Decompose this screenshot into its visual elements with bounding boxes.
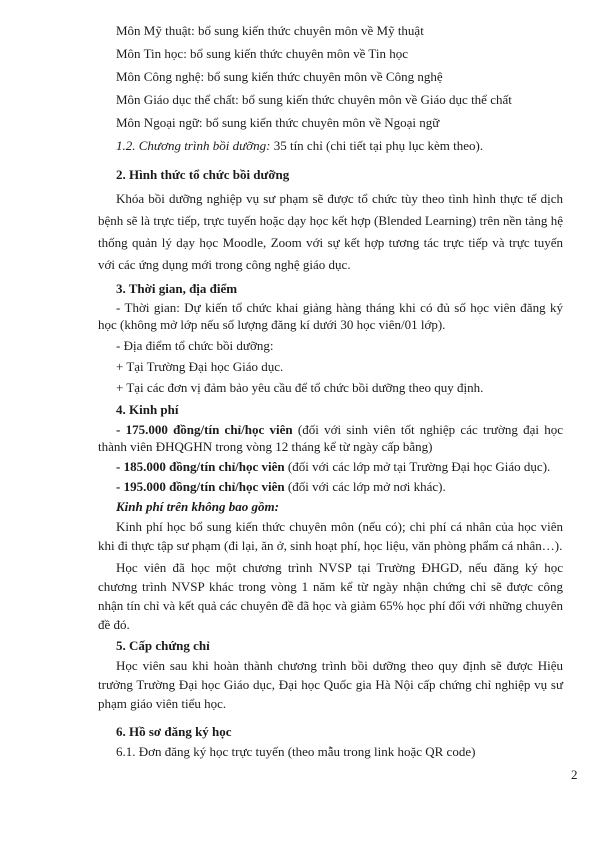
section-5-body: Học viên sau khi hoàn thành chương trình bồi dưỡng theo quy định sẽ được Hiệu trưởng Trường Đại học Giáo dục, Đại học Quốc gia Hà Nội cấp chứng chỉ nghiệp vụ sư phạm giáo viên tiểu học. — [98, 658, 563, 711]
section-6-item-1: 6.1. Đơn đăng ký học trực tuyến (theo mẫu trong link hoặc QR code) — [116, 744, 476, 759]
section-3-time: - Thời gian: Dự kiến tổ chức khai giảng hàng tháng khi có đủ số học viên đăng ký học (không mở lớp nếu số lượng đăng kí dưới 30 học viên/01 lớp). — [98, 300, 563, 332]
subject-line-foreign-language: Môn Ngoại ngữ: bổ sung kiến thức chuyên môn về Ngoại ngữ — [116, 115, 440, 130]
section-3-place-label: - Địa điểm tổ chức bồi dưỡng: — [116, 338, 274, 353]
section-4-heading: 4. Kinh phí — [116, 402, 179, 417]
fee-2-note: (đối với các lớp mở tại Trường Đại học Giáo dục). — [284, 459, 551, 474]
section-3-place-1: + Tại Trường Đại học Giáo dục. — [116, 359, 284, 374]
exclusion-text: Kinh phí học bổ sung kiến thức chuyên môn (nếu có); chi phí cá nhân của học viên khi đi thực tập sư phạm (đi lại, ăn ở, sinh hoạt phí, học liệu, văn phòng phẩm cá nhân…). — [98, 519, 563, 553]
fee-3-amount: - 195.000 đồng/tín chỉ/học viên — [116, 479, 285, 494]
fee-3-note: (đối với các lớp mở nơi khác). — [284, 479, 446, 494]
section-3-heading: 3. Thời gian, địa điểm — [116, 281, 238, 296]
fee-2-amount: - 185.000 đồng/tín chỉ/học viên — [116, 459, 285, 474]
section-2-heading: 2. Hình thức tổ chức bồi dưỡng — [116, 167, 290, 182]
program-label: 1.2. Chương trình bồi dưỡng: — [116, 138, 271, 153]
section-2-body: Khóa bồi dưỡng nghiệp vụ sư phạm sẽ được tổ chức tùy theo tình hình thực tế dịch bệnh sẽ là trực tiếp, trực tuyến hoặc dạy học kết hợp (Blended Learning) trên nền tảng hệ thống quản lý dạy học Moodle, Zoom với sự kết hợp tương tác trực tiếp và trực tuyến với các ứng dụng mới trong công nghệ giáo dục. — [98, 191, 563, 272]
credit-transfer-text: Học viên đã học một chương trình NVSP tại Trường ĐHGD, nếu đăng ký học chương trình NVSP khác trong vòng 1 năm kể từ ngày nhận chứng chỉ sẽ được công nhận tín chỉ và kết quả các chuyên đề đã học và giảm 65% học phí đối với những chuyên đề đó. — [98, 560, 563, 632]
subject-line-physical-education: Môn Giáo dục thể chất: bổ sung kiến thức chuyên môn về Giáo dục thể chất — [116, 92, 512, 107]
section-6-heading: 6. Hồ sơ đăng ký học — [116, 724, 232, 739]
subject-line-technology: Môn Công nghệ: bổ sung kiến thức chuyên môn về Công nghệ — [116, 69, 443, 84]
fee-line-3 — [98, 478, 563, 495]
subject-line-art: Môn Mỹ thuật: bổ sung kiến thức chuyên môn về Mỹ thuật — [116, 23, 424, 38]
section-5-heading: 5. Cấp chứng chỉ — [116, 638, 210, 653]
exclusion-heading: Kinh phí trên không bao gồm: — [116, 499, 279, 514]
program-line — [98, 137, 563, 154]
fee-1-amount: - 175.000 đồng/tín chỉ/học viên — [116, 422, 293, 437]
section-3-place-2: + Tại các đơn vị đảm bảo yêu cầu để tổ chức bồi dưỡng theo quy định. — [116, 380, 484, 395]
fee-line-2 — [98, 458, 563, 475]
fee-1-note: (đối với sinh viên tốt nghiệp các trường đại học thành viên ĐHQGHN trong vòng 12 tháng kể từ ngày cấp bằng) — [98, 422, 563, 454]
fee-line-1 — [98, 421, 563, 455]
program-text: 35 tín chỉ (chi tiết tại phụ lục kèm theo). — [270, 138, 484, 153]
subject-line-informatics: Môn Tin học: bổ sung kiến thức chuyên môn về Tin học — [116, 46, 408, 61]
page-content — [98, 22, 563, 760]
page-number: 2 — [571, 767, 578, 782]
